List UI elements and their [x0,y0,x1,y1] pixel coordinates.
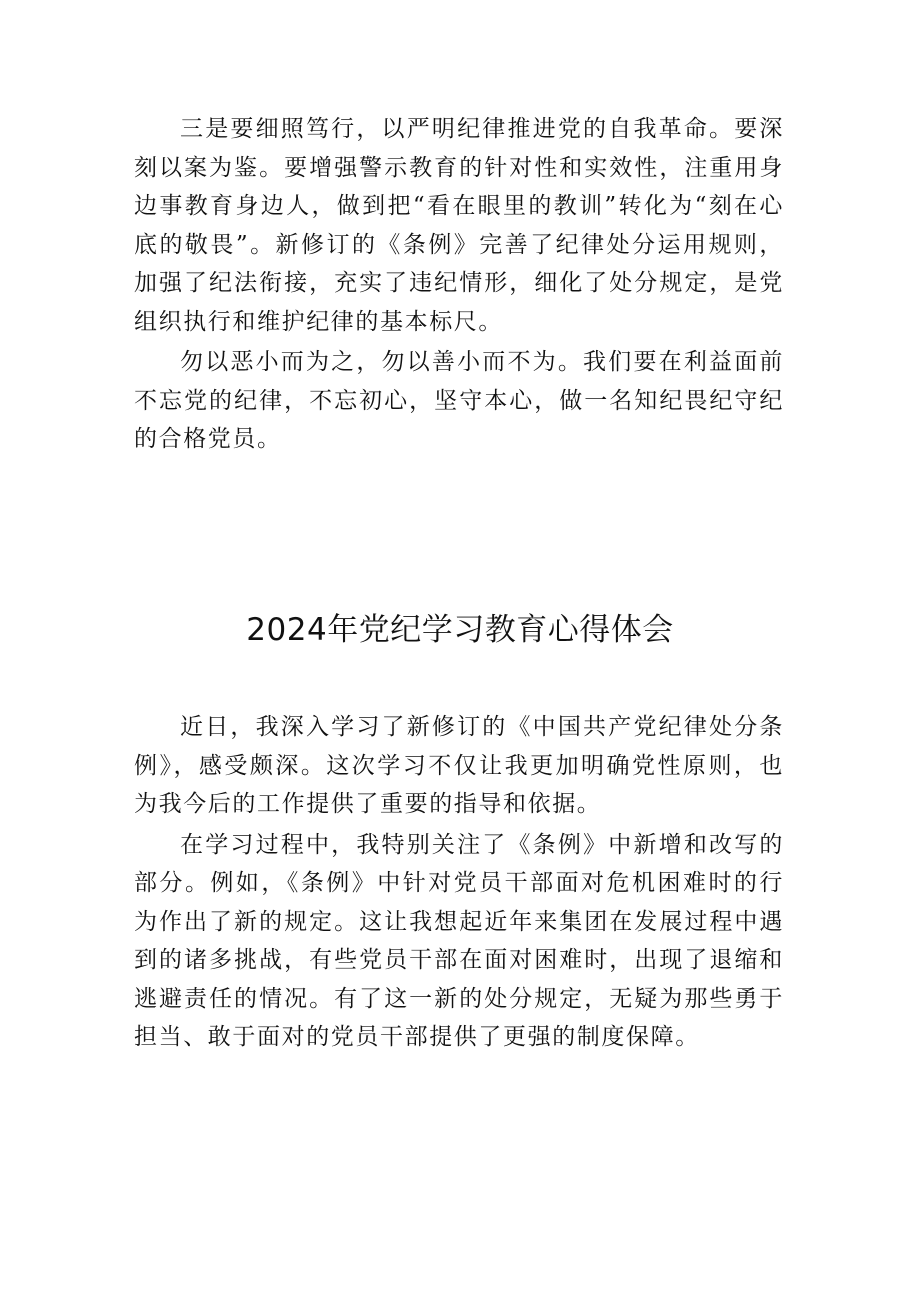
paragraph-introduction: 近日，我深入学习了新修订的《中国共产党纪律处分条例》，感受颇深。这次学习不仅让我更加明确党性原则，也为我今后的工作提供了重要的指导和依据。 [134,714,784,817]
paragraph-closing-remark: 勿以恶小而为之，勿以善小而不为。我们要在利益面前不忘党的纪律，不忘初心，坚守本心，做一名知纪畏纪守纪的合格党员。 [134,349,784,452]
paragraph-discipline-revolution: 三是要细照笃行，以严明纪律推进党的自我革命。要深刻以案为鉴。要增强警示教育的针对性和实效性，注重用身边事教育身边人，做到把“看在眼里的教训”转化为“刻在心底的敬畏”。新修订的《条例》完善了纪律处分运用规则，加强了纪法衔接，充实了违纪情形，细化了处分规定，是党组织执行和维护纪律的基本标尺。 [134,116,784,335]
previous-article-ending [134,110,784,459]
paragraph-new-provisions: 在学习过程中，我特别关注了《条例》中新增和改写的部分。例如，《条例》中针对党员干部面对危机困难时的行为作出了新的规定。这让我想起近年来集团在发展过程中遇到的诸多挑战，有些党员干部在面对困难时，出现了退缩和逃避责任的情况。有了这一新的处分规定，无疑为那些勇于担当、敢于面对的党员干部提供了更强的制度保障。 [134,831,784,1050]
article-title: 2024年党纪学习教育心得体会 [246,612,674,648]
article-body [134,708,784,1057]
